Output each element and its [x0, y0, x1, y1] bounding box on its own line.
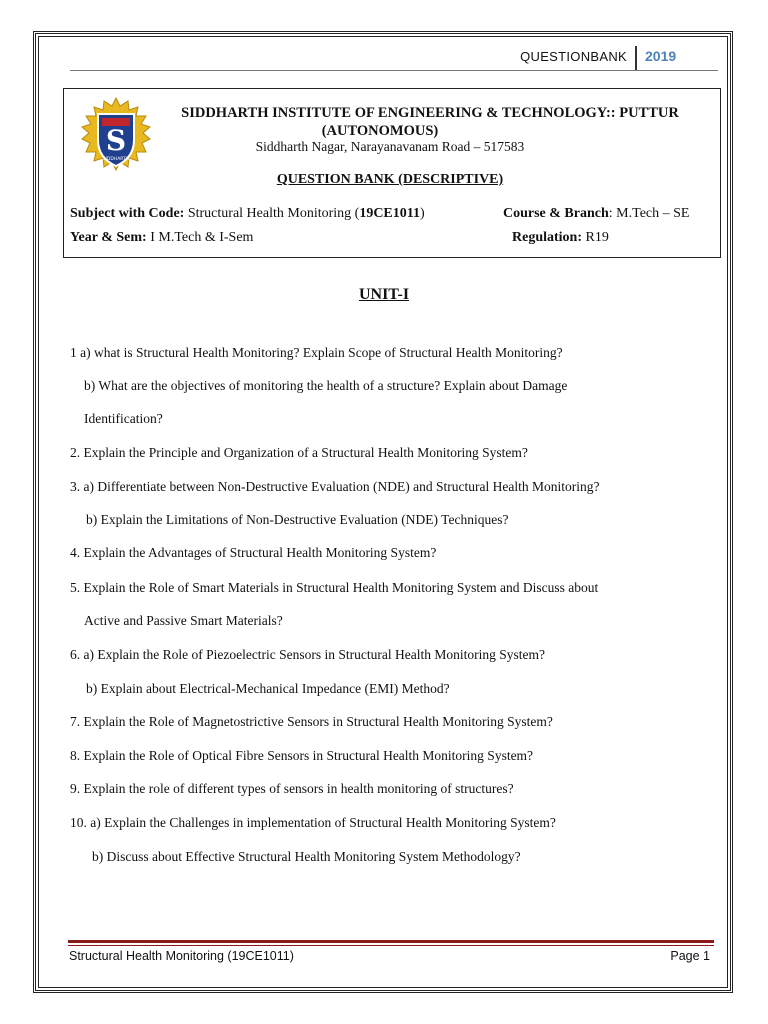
course-label: Course & Branch	[503, 206, 609, 221]
institution-name-line2: (AUTONOMOUS)	[321, 123, 439, 139]
question-item: b) Explain about Electrical-Mechanical Impedance (EMI) Method?	[86, 681, 450, 696]
unit-title: UNIT-I	[358, 286, 410, 303]
question-item: 4. Explain the Advantages of Structural Health Monitoring System?	[70, 545, 437, 560]
question-item: b) Discuss about Effective Structural Health Monitoring System Methodology?	[92, 849, 521, 864]
year-info	[70, 230, 253, 246]
year-value: I M.Tech & I-Sem	[150, 230, 254, 245]
question-item: 9. Explain the role of different types of sensors in health monitoring of structures?	[70, 781, 514, 796]
question-item: 7. Explain the Role of Magnetostrictive Sensors in Structural Health Monitoring System?	[70, 714, 553, 729]
logo-letter: S	[105, 124, 127, 157]
institution-name	[160, 104, 700, 140]
footer-rule-thin	[68, 945, 714, 946]
question-item: 10. a) Explain the Challenges in implementation of Structural Health Monitoring System?	[70, 815, 556, 830]
question-item: 2. Explain the Principle and Organization of a Structural Health Monitoring System?	[70, 445, 528, 460]
question-item: 3. a) Differentiate between Non-Destructive Evaluation (NDE) and Structural Health Monitoring?	[70, 479, 600, 494]
regulation-info	[512, 230, 609, 246]
regulation-label: Regulation:	[512, 230, 582, 245]
regulation-value: R19	[585, 230, 609, 245]
running-header	[0, 46, 768, 70]
document-title: QUESTION BANK (DESCRIPTIVE)	[276, 172, 504, 187]
question-item: Identification?	[84, 411, 163, 426]
institution-logo-icon	[76, 96, 156, 178]
course-value: : M.Tech – SE	[608, 206, 690, 221]
question-item: Active and Passive Smart Materials?	[84, 613, 283, 628]
question-item: 5. Explain the Role of Smart Materials in Structural Health Monitoring System and Discuss about	[70, 580, 599, 595]
logo-caption: SIDDHARTH	[102, 157, 130, 162]
header-year: 2019	[645, 48, 677, 64]
institution-name-line1: SIDDHARTH INSTITUTE OF ENGINEERING & TECHNOLOGY:: PUTTUR	[181, 105, 679, 121]
question-item: 8. Explain the Role of Optical Fibre Sensors in Structural Health Monitoring System?	[70, 748, 534, 763]
subject-code: 19CE1011	[359, 206, 420, 221]
subject-close: )	[420, 206, 425, 221]
subject-name: Structural Health Monitoring (	[187, 206, 360, 221]
question-item: b) What are the objectives of monitoring the health of a structure? Explain about Damage	[84, 378, 568, 393]
year-label: Year & Sem:	[70, 230, 147, 245]
question-item: b) Explain the Limitations of Non-Destructive Evaluation (NDE) Techniques?	[86, 512, 509, 527]
header-separator	[635, 46, 637, 70]
subject-label: Subject with Code:	[70, 206, 185, 221]
footer-subject: Structural Health Monitoring (19CE1011)	[69, 949, 294, 963]
question-item: 6. a) Explain the Role of Piezoelectric Sensors in Structural Health Monitoring System?	[70, 647, 546, 662]
course-info	[503, 206, 689, 222]
header-rule	[70, 70, 718, 71]
footer-page-number: Page 1	[670, 949, 710, 963]
question-item: 1 a) what is Structural Health Monitoring? Explain Scope of Structural Health Monitoring?	[70, 345, 563, 360]
header-label: QUESTIONBANK	[520, 49, 627, 64]
footer-rule-thick	[68, 940, 714, 943]
institution-address: Siddharth Nagar, Narayanavanam Road – 517583	[255, 139, 525, 154]
subject-info	[70, 206, 425, 222]
